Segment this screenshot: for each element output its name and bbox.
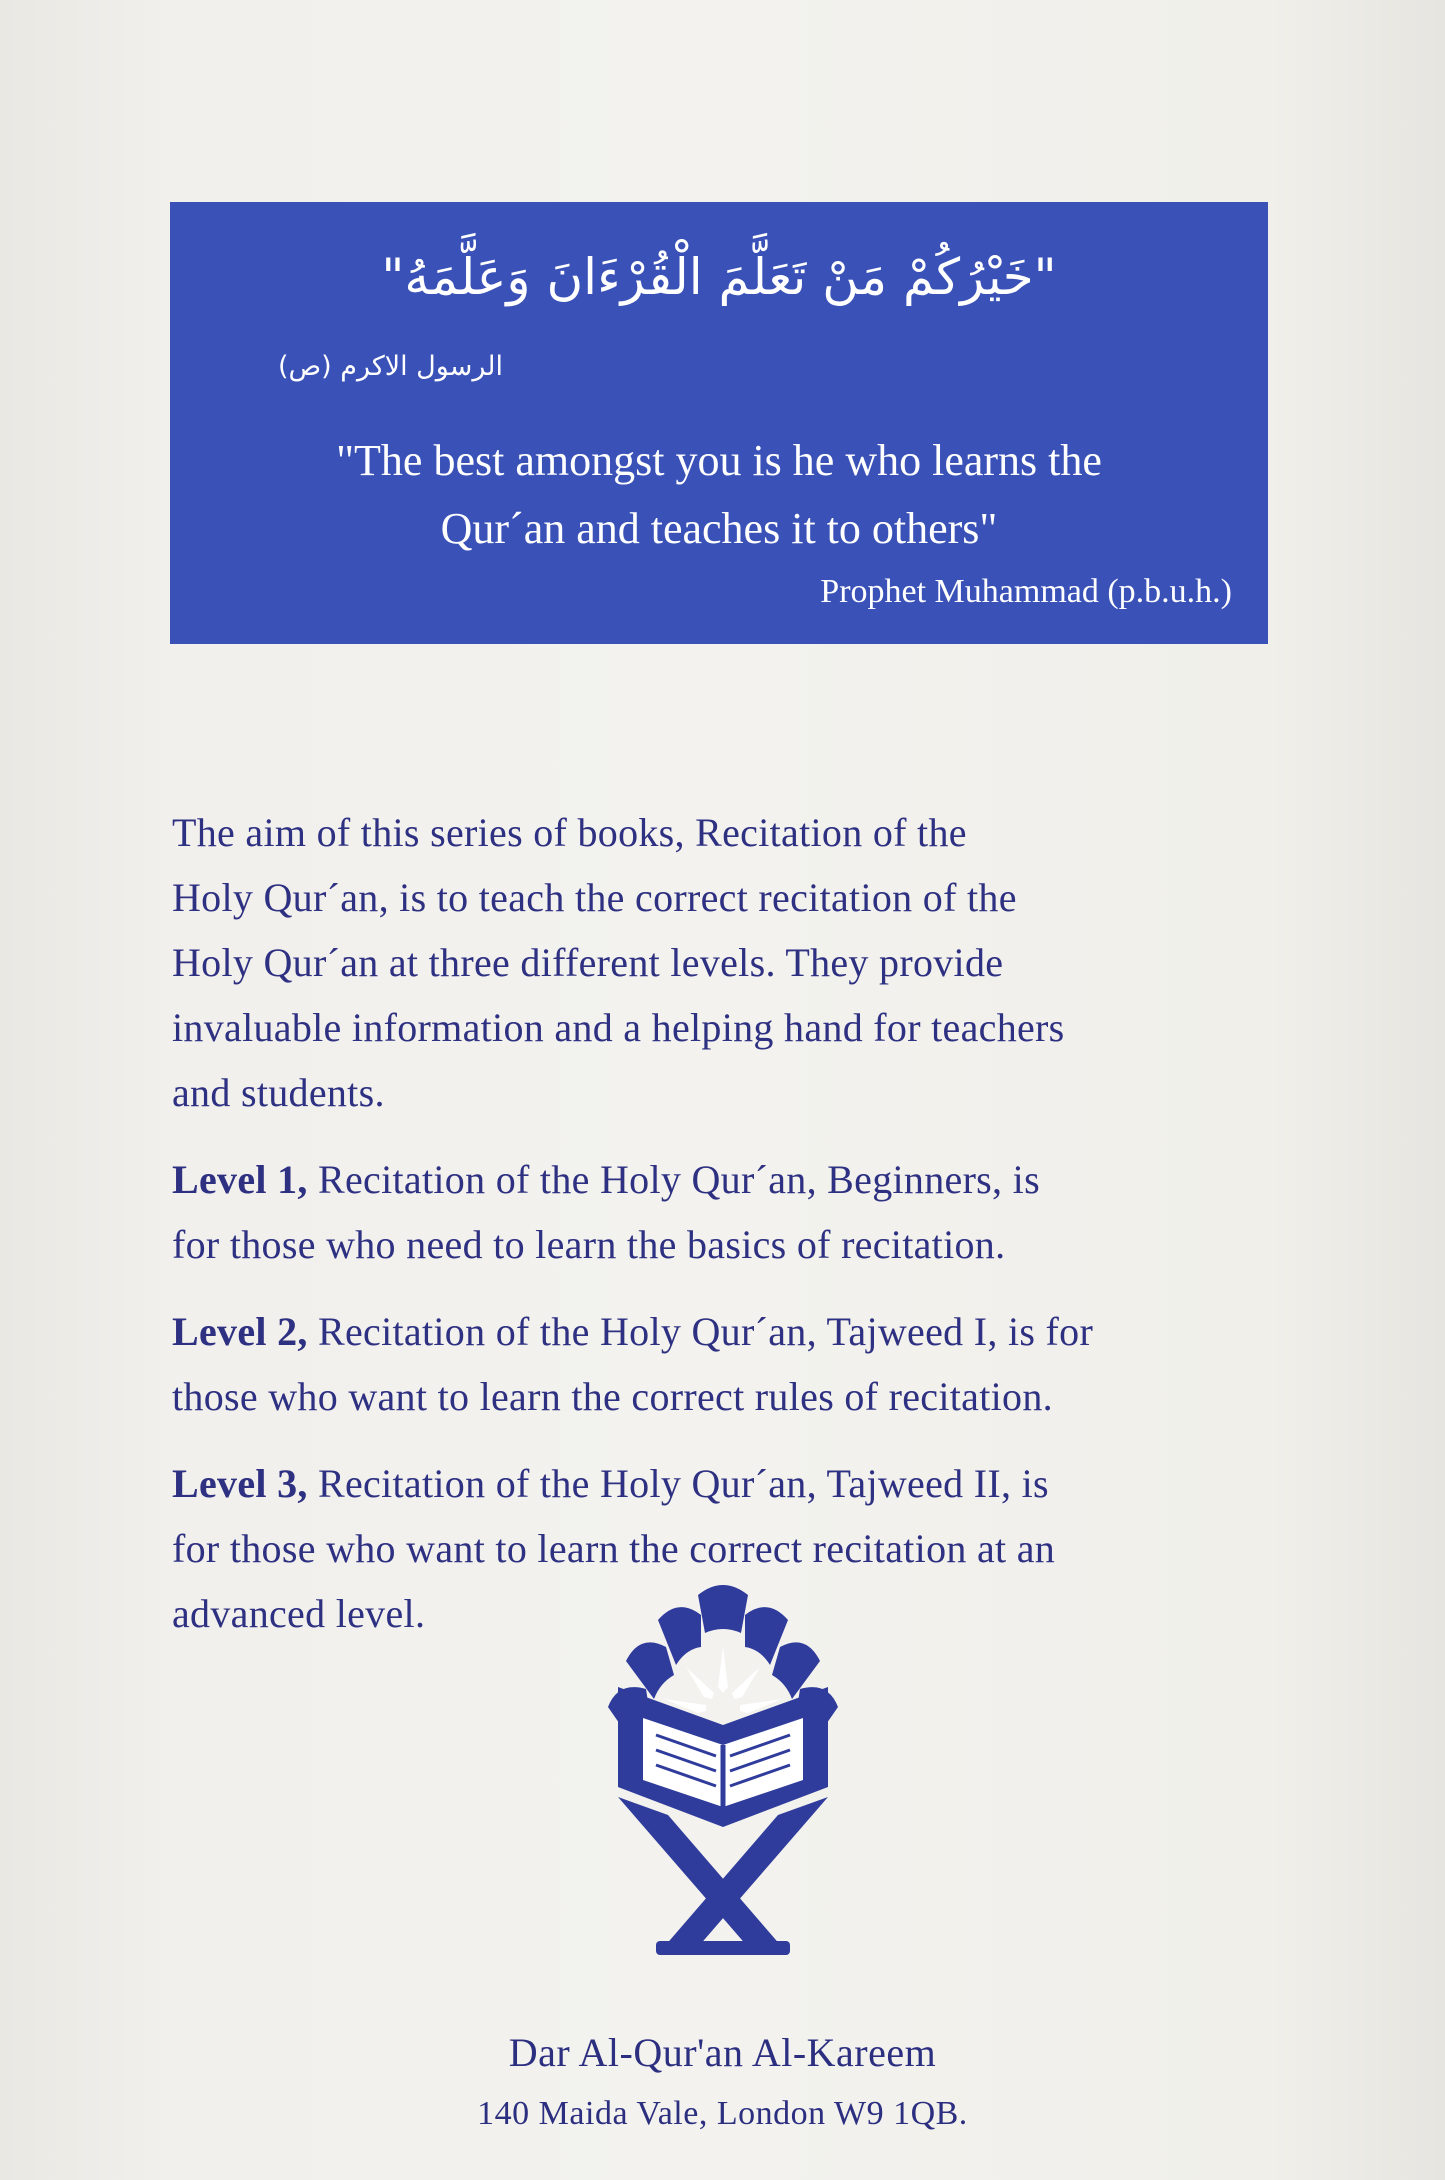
intro-line: The aim of this series of books, Recitation of the	[172, 810, 967, 855]
level-2-line: those who want to learn the correct rules of recitation.	[172, 1374, 1053, 1419]
arabic-attribution: الرسول الاكرم (ص)	[277, 351, 503, 382]
intro-line: invaluable information and a helping hand for teachers	[172, 1005, 1065, 1050]
level-2-label: Level 2,	[172, 1309, 308, 1354]
english-quote-line-2: Qur´an and teaches it to others"	[440, 504, 998, 553]
level-3-first-line	[172, 1451, 1302, 1516]
level-3-description: Recitation of the Holy Qur´an, Tajweed II, is	[307, 1461, 1049, 1506]
publisher-address: 140 Maida Vale, London W9 1QB.	[477, 2095, 968, 2132]
intro-line: Holy Qur´an, is to teach the correct recitation of the	[172, 875, 1017, 920]
level-3-line: advanced level.	[172, 1591, 426, 1636]
arabic-hadith-text: "خَيْرُكُمْ مَنْ تَعَلَّمَ الْقُرْءَانَ وَعَلَّمَهُ"	[381, 248, 1057, 306]
level-1-line: for those who need to learn the basics of recitation.	[172, 1222, 1006, 1267]
level-2-description: Recitation of the Holy Qur´an, Tajweed I, is for	[307, 1309, 1094, 1354]
level-2-first-line	[172, 1299, 1302, 1364]
publisher-name: Dar Al-Qur'an Al-Kareem	[508, 2030, 937, 2075]
quote-box	[170, 202, 1268, 644]
publisher-logo-icon	[598, 1575, 848, 1965]
level-1-description: Recitation of the Holy Qur´an, Beginners, is	[307, 1157, 1040, 1202]
description-text	[172, 800, 1302, 1668]
english-attribution: Prophet Muhammad (p.b.u.h.)	[820, 573, 1232, 610]
level-1-paragraph	[172, 1147, 1302, 1277]
level-3-line: for those who want to learn the correct recitation at an	[172, 1526, 1056, 1571]
level-2-paragraph	[172, 1299, 1302, 1429]
english-quote-line-1: "The best amongst you is he who learns the	[336, 436, 1102, 485]
intro-paragraph	[172, 800, 1302, 1125]
english-hadith-text	[170, 427, 1268, 563]
open-book-icon	[618, 1687, 828, 1827]
level-1-first-line	[172, 1147, 1302, 1212]
intro-line: and students.	[172, 1070, 385, 1115]
level-1-label: Level 1,	[172, 1157, 308, 1202]
level-3-label: Level 3,	[172, 1461, 308, 1506]
intro-line: Holy Qur´an at three different levels. They provide	[172, 940, 1004, 985]
